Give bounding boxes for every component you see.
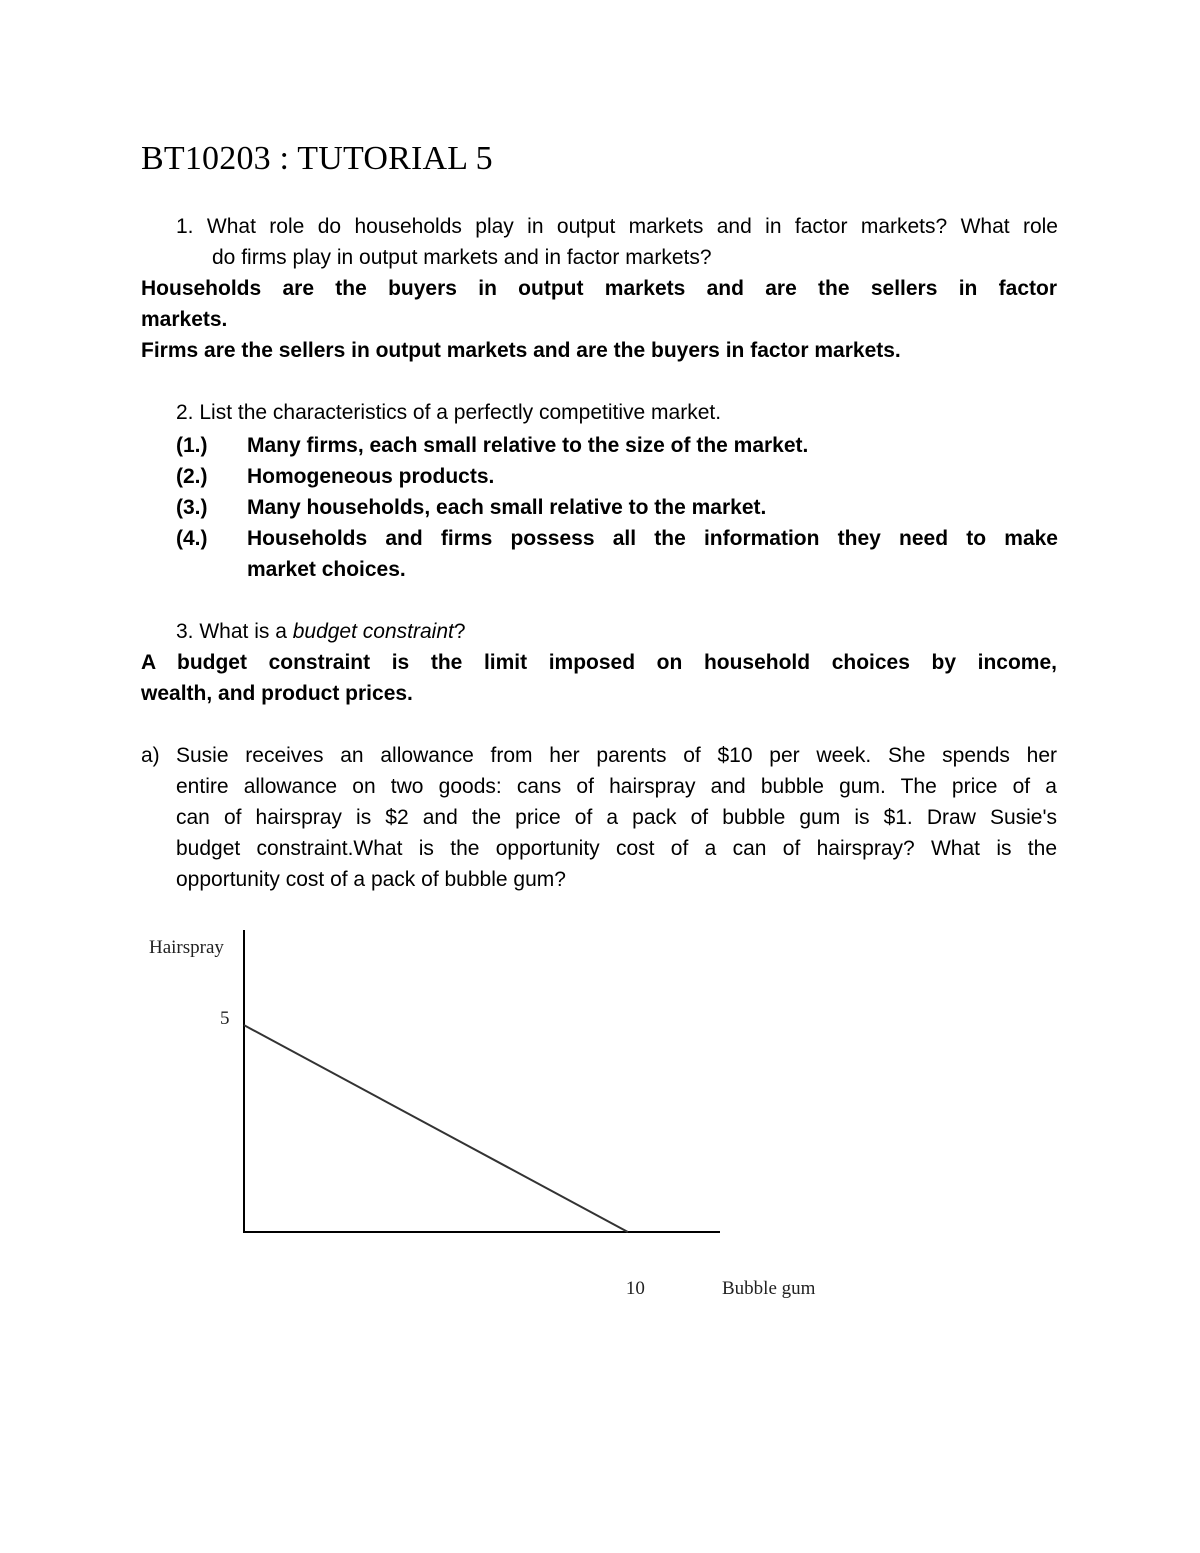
part-a-line: can of hairspray is $2 and the price of a pack of bubble gum is $1. Draw Susie's (176, 806, 1057, 829)
question-1-text-1: What role do households play in output markets and in factor markets? What role (206, 215, 1058, 238)
part-a-label: a) (141, 744, 160, 767)
list-item-text-row: Homogeneous products. (247, 465, 495, 488)
question-1-line-2: do firms play in output markets and in factor markets? (212, 246, 712, 269)
answer-3-line-2: wealth, and product prices. (141, 682, 413, 705)
part-a-line: budget constraint.What is the opportunity cost of a can of hairspray? What is the (176, 837, 1057, 860)
answer-1-line-2: markets. (141, 308, 228, 331)
list-item-number: (2.) (176, 465, 208, 488)
answer-1-line-1: Households are the buyers in output markets and are the sellers in factor (141, 277, 1057, 300)
answer-1-firms: Firms are the sellers in output markets and are the buyers in factor markets. (141, 339, 901, 362)
list-item-text-row: Households and firms possess all the information they need to make (247, 527, 1058, 550)
part-a-line: Susie receives an allowance from her parents of $10 per week. She spends her (176, 744, 1057, 767)
page-title: BT10203 : TUTORIAL 5 (141, 140, 493, 177)
list-item-text-row: market choices. (247, 558, 406, 581)
budget-constraint-line (244, 1025, 628, 1232)
list-item-text-row: Many households, each small relative to the market. (247, 496, 767, 519)
part-a-line: opportunity cost of a pack of bubble gum? (176, 868, 566, 891)
y-axis-label: Hairspray (149, 937, 224, 958)
question-3-term: budget constraint (292, 620, 454, 643)
part-a-line: entire allowance on two goods: cans of hairspray and bubble gum. The price of a (176, 775, 1057, 798)
list-item-number: (3.) (176, 496, 208, 519)
answer-3-line-1: A budget constraint is the limit imposed on household choices by income, (141, 651, 1057, 674)
question-2-prompt: 2. List the characteristics of a perfectly competitive market. (176, 401, 722, 424)
question-3-prefix: 3. What is a (176, 620, 293, 643)
list-item-number: (1.) (176, 434, 208, 457)
question-1-number: 1. (176, 215, 194, 238)
x-tick-label: 10 (625, 1278, 645, 1299)
y-tick-label: 5 (220, 1008, 230, 1030)
list-item-number: (4.) (176, 527, 208, 550)
x-axis-label: Bubble gum (722, 1278, 816, 1299)
question-3-suffix: ? (453, 620, 466, 643)
list-item-text-row: Many firms, each small relative to the size of the market. (247, 434, 809, 457)
